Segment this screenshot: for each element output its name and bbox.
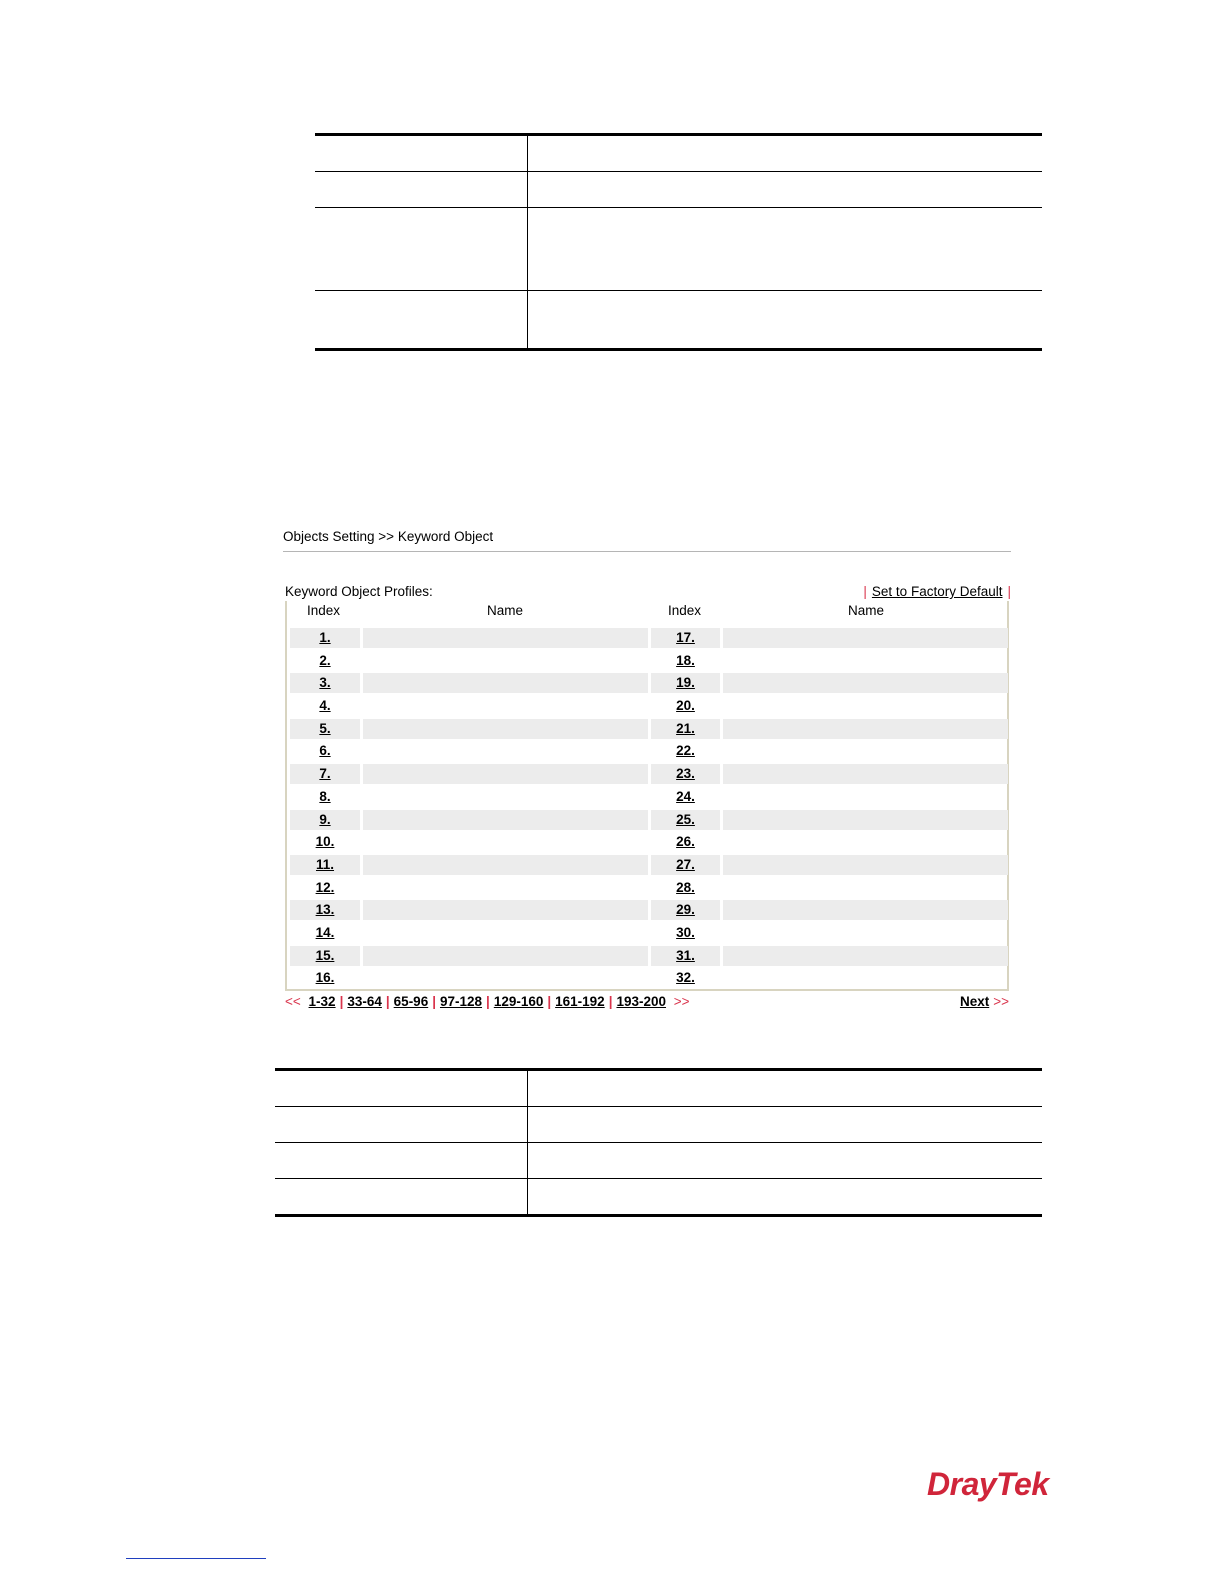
profile-index-link[interactable]: 3.	[319, 675, 331, 691]
name-cell	[723, 628, 1008, 648]
name-cell	[723, 673, 1008, 693]
index-cell	[651, 628, 720, 648]
index-cell	[290, 673, 360, 693]
name-cell	[363, 923, 648, 943]
name-cell	[723, 651, 1008, 671]
table-row	[290, 877, 1008, 900]
profile-index-link[interactable]: 28.	[676, 879, 695, 895]
name-cell	[363, 900, 648, 920]
index-cell	[290, 628, 360, 648]
table-row	[290, 809, 1008, 832]
index-cell	[651, 832, 720, 852]
index-cell	[290, 764, 360, 784]
profile-index-link[interactable]: 12.	[315, 879, 335, 895]
page-link[interactable]: 97-128	[439, 994, 483, 1009]
name-cell	[723, 719, 1008, 739]
index-cell	[290, 696, 360, 716]
name-cell	[363, 968, 648, 988]
pipe-separator: |	[486, 994, 490, 1009]
table-row	[290, 763, 1008, 786]
name-cell	[363, 946, 648, 966]
name-cell	[363, 764, 648, 784]
pipe-separator: |	[432, 994, 436, 1009]
profile-index-link[interactable]: 18.	[676, 652, 695, 668]
top-doc-table	[315, 133, 1042, 351]
index-cell	[290, 651, 360, 671]
table-row	[290, 967, 1008, 990]
index-cell	[290, 878, 360, 898]
next-arrow[interactable]: >>	[993, 994, 1009, 1009]
table-row	[290, 650, 1008, 673]
index-cell	[651, 878, 720, 898]
profile-index-link[interactable]: 19.	[676, 675, 695, 691]
column-header-index: Index	[307, 603, 341, 618]
index-cell	[651, 810, 720, 830]
page-link[interactable]: 193-200	[616, 994, 667, 1009]
name-cell	[723, 741, 1008, 761]
name-cell	[723, 810, 1008, 830]
name-cell	[363, 787, 648, 807]
table-row	[290, 922, 1008, 945]
profile-index-link[interactable]: 30.	[676, 924, 695, 940]
profile-index-link[interactable]: 7.	[319, 766, 331, 782]
page-link[interactable]: 129-160	[493, 994, 544, 1009]
table-header	[287, 603, 1007, 625]
next-area	[956, 994, 1009, 1009]
index-cell	[651, 673, 720, 693]
index-cell	[290, 832, 360, 852]
profile-index-link[interactable]: 21.	[676, 720, 695, 736]
profile-index-link[interactable]: 22.	[676, 743, 695, 759]
profile-index-link[interactable]: 29.	[676, 902, 695, 918]
profile-index-link[interactable]: 15.	[315, 947, 335, 963]
profile-index-link[interactable]: 9.	[319, 811, 331, 827]
index-cell	[651, 764, 720, 784]
profile-index-link[interactable]: 14.	[315, 924, 335, 940]
page-link[interactable]: 33-64	[347, 994, 382, 1009]
name-cell	[723, 946, 1008, 966]
index-cell	[290, 741, 360, 761]
profile-index-link[interactable]: 31.	[676, 947, 695, 963]
index-cell	[651, 946, 720, 966]
profile-index-link[interactable]: 4.	[319, 698, 331, 714]
index-cell	[290, 719, 360, 739]
profiles-table	[285, 601, 1009, 991]
profile-index-link[interactable]: 13.	[315, 902, 335, 918]
profiles-title: Keyword Object Profiles:	[285, 584, 433, 599]
name-cell	[363, 855, 648, 875]
profile-index-link[interactable]: 32.	[676, 970, 695, 986]
profile-index-link[interactable]: 8.	[319, 788, 331, 804]
breadcrumb: Objects Setting >> Keyword Object	[283, 529, 494, 544]
next-arrow[interactable]: >>	[673, 994, 690, 1009]
footer-divider	[126, 1558, 266, 1559]
index-cell	[290, 946, 360, 966]
pipe-separator: |	[1007, 584, 1011, 599]
page-link[interactable]: 1-32	[308, 994, 336, 1009]
pipe-separator: |	[863, 584, 867, 599]
table-row	[290, 627, 1008, 650]
table-row	[290, 740, 1008, 763]
table-row	[290, 831, 1008, 854]
index-cell	[651, 719, 720, 739]
profile-index-link[interactable]: 6.	[319, 743, 331, 759]
column-header-name: Name	[848, 603, 885, 618]
factory-default-area	[863, 584, 1011, 599]
bottom-doc-table	[275, 1068, 1042, 1217]
profile-index-link[interactable]: 24.	[676, 788, 695, 804]
index-cell	[290, 810, 360, 830]
index-cell	[651, 923, 720, 943]
name-cell	[363, 696, 648, 716]
index-cell	[651, 900, 720, 920]
name-cell	[363, 832, 648, 852]
pagination	[285, 994, 1011, 1009]
table-row	[290, 672, 1008, 695]
breadcrumb-divider	[283, 551, 1011, 552]
index-cell	[651, 696, 720, 716]
page-link[interactable]: 161-192	[555, 994, 605, 1009]
table-row	[290, 945, 1008, 968]
name-cell	[723, 878, 1008, 898]
name-cell	[723, 923, 1008, 943]
name-cell	[363, 741, 648, 761]
prev-arrow[interactable]: <<	[285, 994, 301, 1009]
index-cell	[290, 855, 360, 875]
index-cell	[290, 787, 360, 807]
profile-index-link[interactable]: 16.	[315, 970, 335, 986]
profile-index-link[interactable]: 17.	[676, 630, 695, 645]
name-cell	[363, 719, 648, 739]
column-header-index: Index	[668, 603, 702, 618]
table-row	[290, 899, 1008, 922]
name-cell	[723, 787, 1008, 807]
profile-index-link[interactable]: 25.	[676, 811, 695, 827]
profile-index-link[interactable]: 20.	[676, 698, 695, 714]
name-cell	[723, 696, 1008, 716]
table-row	[290, 854, 1008, 877]
name-cell	[363, 810, 648, 830]
next-link[interactable]: Next	[959, 994, 990, 1009]
pipe-separator: |	[385, 994, 390, 1009]
profile-index-link[interactable]: 10.	[315, 834, 335, 850]
name-cell	[363, 673, 648, 693]
table-row	[290, 718, 1008, 741]
set-factory-default-link[interactable]: Set to Factory Default	[871, 584, 1003, 599]
column-header-name: Name	[487, 603, 524, 618]
pipe-separator: |	[608, 994, 613, 1009]
pipe-separator: |	[339, 994, 344, 1009]
name-cell	[363, 651, 648, 671]
profile-index-link[interactable]: 1.	[319, 630, 331, 645]
name-cell	[363, 878, 648, 898]
draytek-logo: DrayTek	[927, 1466, 1049, 1502]
table-row	[290, 695, 1008, 718]
table-row	[290, 786, 1008, 809]
name-cell	[723, 968, 1008, 988]
index-cell	[651, 855, 720, 875]
name-cell	[363, 628, 648, 648]
index-cell	[290, 923, 360, 943]
page-link[interactable]: 65-96	[393, 994, 429, 1009]
pipe-separator: |	[547, 994, 552, 1009]
index-cell	[290, 900, 360, 920]
index-cell	[651, 968, 720, 988]
name-cell	[723, 832, 1008, 852]
index-cell	[290, 968, 360, 988]
profile-index-link[interactable]: 11.	[315, 856, 335, 872]
name-cell	[723, 764, 1008, 784]
profile-index-link[interactable]: 2.	[319, 652, 331, 668]
index-cell	[651, 787, 720, 807]
name-cell	[723, 855, 1008, 875]
profile-index-link[interactable]: 5.	[319, 720, 331, 736]
profile-index-link[interactable]: 23.	[676, 766, 695, 782]
profile-index-link[interactable]: 27.	[676, 856, 695, 872]
profile-index-link[interactable]: 26.	[676, 834, 695, 850]
index-cell	[651, 741, 720, 761]
name-cell	[723, 900, 1008, 920]
index-cell	[651, 651, 720, 671]
table-body	[290, 627, 1008, 990]
page-links	[305, 994, 670, 1009]
